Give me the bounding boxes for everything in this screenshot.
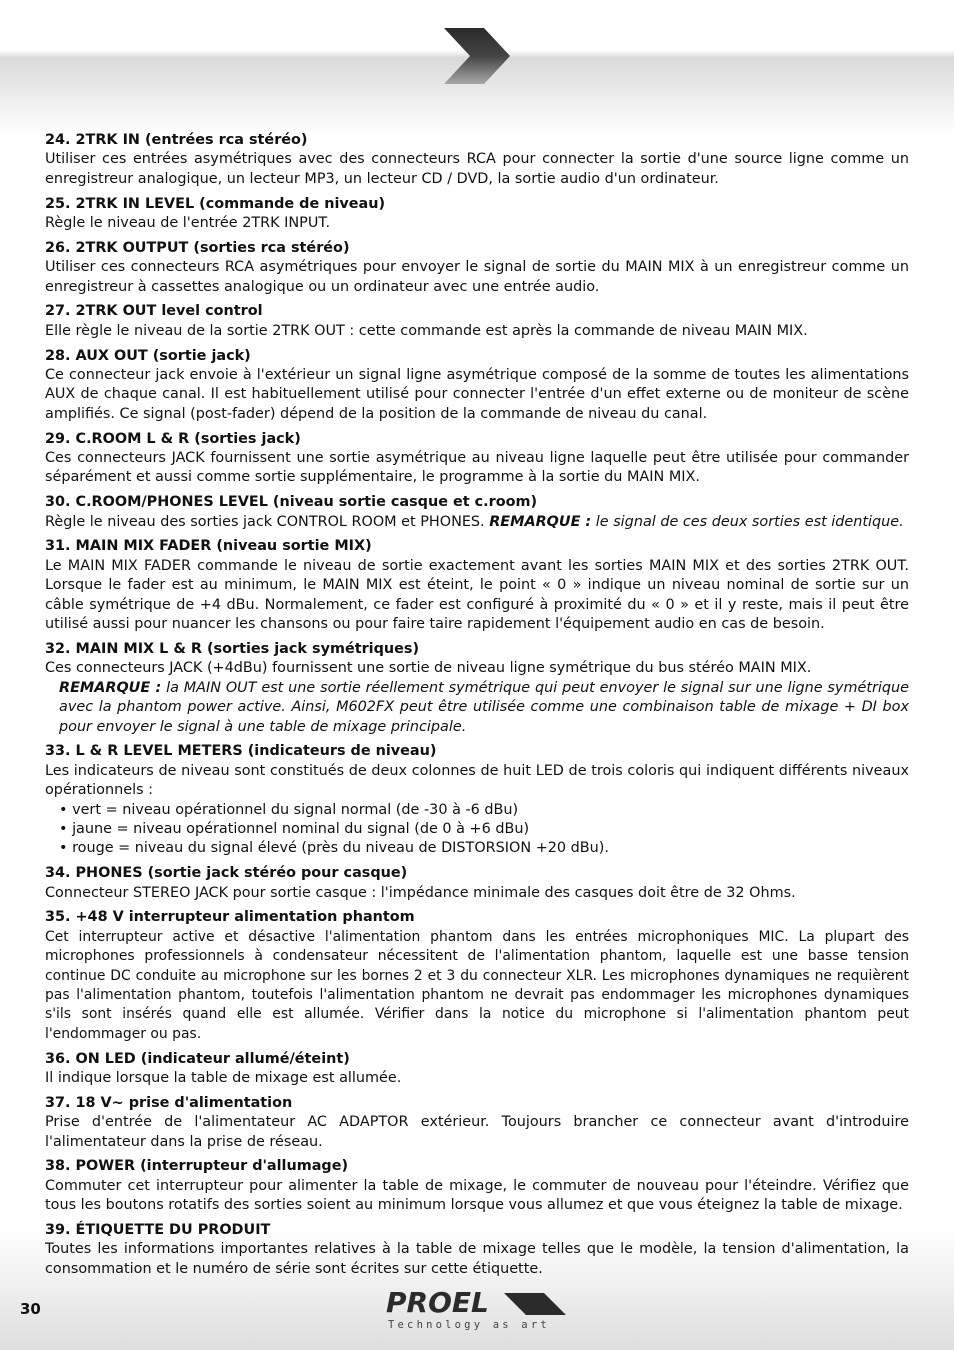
section-heading: 33. L & R LEVEL METERS (indicateurs de niveau)	[45, 743, 437, 760]
section-text: Prise d'entrée de l'alimentateur AC ADAPTOR extérieur. Toujours brancher ce connecteur avant d'introduire l'alimentateur dans la prise de réseau.	[45, 1114, 909, 1150]
brand-wordmark: PROEL	[386, 1286, 489, 1319]
section-27	[45, 302, 909, 341]
list-item: • vert = niveau opérationnel du signal normal (de -30 à -6 dBu)	[59, 801, 519, 818]
section-heading: 39. ÉTIQUETTE DU PRODUIT	[45, 1221, 271, 1238]
section-33	[45, 742, 909, 858]
section-heading: 26. 2TRK OUTPUT (sorties rca stéréo)	[45, 239, 350, 256]
section-36	[45, 1050, 909, 1089]
brand-logo	[386, 1286, 576, 1334]
section-text: Toutes les informations importantes relatives à la table de mixage telles que le modèle, la tension d'alimentation, la consommation et le numéro de série sont écrites sur cette étiquette.	[45, 1241, 909, 1277]
section-29	[45, 430, 909, 488]
section-text: Utiliser ces connecteurs RCA asymétriques pour envoyer le signal de sortie du MAIN MIX à un enregistreur comme un enregistreur à cassettes analogique ou un ordinateur avec une entrée audio.	[45, 259, 909, 295]
section-heading: 31. MAIN MIX FADER (niveau sortie MIX)	[45, 538, 372, 555]
section-heading: 38. POWER (interrupteur d'allumage)	[45, 1158, 349, 1175]
list-item: • rouge = niveau du signal élevé (près du niveau de DISTORSION +20 dBu).	[59, 840, 609, 857]
section-heading: 32. MAIN MIX L & R (sorties jack symétriques)	[45, 640, 420, 657]
chevron-right-icon	[444, 28, 510, 84]
section-text: Le MAIN MIX FADER commande le niveau de sortie exactement avant les sorties MAIN MIX et des sorties 2TRK OUT. Lorsque le fader est au minimum, le MAIN MIX est éteint, le point « 0 » indique un niveau nominal de sortie sur un câble symétrique de +4 dBu. Normalement, ce fader est configuré à proximité du « 0 » et il y reste, mais il peut être utilisé aussi pour nuancer les chansons ou pour faire taire rapidement l'équipement audio en cas de besoin.	[45, 557, 909, 633]
section-text: Commuter cet interrupteur pour alimenter la table de mixage, le commuter de nouveau pour l'éteindre. Vérifiez que tous les boutons rotatifs des sorties soient au minimum lorsque vous allumez et que vous éteignez la table de mixage.	[45, 1177, 909, 1214]
section-30	[45, 493, 909, 532]
section-heading: 24. 2TRK IN (entrées rca stéréo)	[45, 132, 308, 148]
note	[45, 679, 909, 737]
section-37	[45, 1094, 909, 1152]
section-38	[45, 1157, 909, 1215]
section-32	[45, 640, 909, 737]
section-heading: 35. +48 V interrupteur alimentation phantom	[45, 909, 415, 926]
section-text: Les indicateurs de niveau sont constitués de deux colonnes de huit LED de trois coloris qui indiquent différents niveaux opérationnels :	[45, 762, 909, 799]
section-text: Règle le niveau de l'entrée 2TRK INPUT.	[45, 215, 331, 232]
section-heading: 25. 2TRK IN LEVEL (commande de niveau)	[45, 195, 386, 212]
document-body	[45, 131, 909, 1285]
section-text: Cet interrupteur active et désactive l'alimentation phantom dans les entrées microphoniques MIC. La plupart des microphones professionnels à condensateur nécessitent de l'alimentation phantom, laquelle est une basse tension continue DC conduite au microphone sur les bornes 2 et 3 du connecteur XLR. Les microphones dynamiques ne requièrent pas l'alimentation phantom, toutefois l'alimentation phantom ne devrait pas endommager les microphones dynamiques s'ils sont insérés quand elle est allumée. Vérifier dans la notice du microphone si l'alimentation phantom peut l'endommager ou pas.	[45, 928, 909, 1042]
list-item: • jaune = niveau opérationnel nominal du signal (de 0 à +6 dBu)	[59, 820, 530, 837]
section-text: Ces connecteurs JACK fournissent une sortie asymétrique au niveau ligne laquelle peut être utilisée pour commander séparément et aussi comme sortie supplémentaire, le programme à la sortie du MAIN MIX.	[45, 450, 909, 486]
note-text: la MAIN OUT est une sortie réellement symétrique qui peut envoyer le signal sur une ligne symétrique avec la phantom power active. Ainsi, M602FX peut être utilisée comme une combinaison table de mixage + DI box pour envoyer le signal à une table de mixage principale.	[59, 679, 909, 735]
section-text: Il indique lorsque la table de mixage est allumée.	[45, 1069, 402, 1086]
section-body-text: Règle le niveau des sorties jack CONTROL ROOM et PHONES.	[45, 513, 490, 530]
section-26	[45, 239, 909, 297]
section-31	[45, 537, 909, 634]
section-text: Utiliser ces entrées asymétriques avec des connecteurs RCA pour connecter la sortie d'une source ligne comme un enregistreur analogique, un lecteur MP3, un lecteur CD / DVD, la sortie audio d'un ordinateur.	[45, 151, 909, 187]
section-text: Elle règle le niveau de la sortie 2TRK OUT : cette commande est après la commande de niveau MAIN MIX.	[45, 322, 808, 339]
section-text: Connecteur STEREO JACK pour sortie casque : l'impédance minimale des casques doit être de 32 Ohms.	[45, 884, 796, 901]
section-heading: 37. 18 V~ prise d'alimentation	[45, 1094, 293, 1111]
section-25	[45, 195, 909, 234]
section-heading: 36. ON LED (indicateur allumé/éteint)	[45, 1050, 350, 1067]
section-heading: 29. C.ROOM L & R (sorties jack)	[45, 430, 301, 447]
section-heading: 27. 2TRK OUT level control	[45, 303, 263, 320]
section-heading: 34. PHONES (sortie jack stéréo pour casque)	[45, 865, 408, 882]
page-number: 30	[20, 1300, 41, 1318]
section-heading: 30. C.ROOM/PHONES LEVEL (niveau sortie casque et c.room)	[45, 494, 538, 511]
note-text: le signal de ces deux sorties est identique.	[591, 513, 904, 530]
section-text: Ce connecteur jack envoie à l'extérieur un signal ligne asymétrique composé de la somme de toutes les alimentations AUX de chaque canal. Il est habituellement utilisé pour connecter l'entrée d'un effet externe ou de moniteur de scène amplifiés. Ce signal (post-fader) dépend de la position de la commande de niveau du canal.	[45, 367, 909, 422]
section-35	[45, 908, 909, 1044]
section-text: Ces connecteurs JACK (+4dBu) fournissent une sortie de niveau ligne symétrique du bus stéréo MAIN MIX.	[45, 660, 812, 677]
note-label: REMARQUE :	[59, 679, 162, 696]
section-28	[45, 347, 909, 425]
section-heading: 28. AUX OUT (sortie jack)	[45, 347, 251, 364]
brand-arrow-icon	[504, 1293, 566, 1315]
section-39	[45, 1221, 909, 1279]
section-text	[45, 513, 909, 532]
section-24	[45, 131, 909, 189]
note-label: REMARQUE :	[489, 513, 592, 530]
brand-tagline: Technology as art	[388, 1319, 550, 1331]
section-34	[45, 864, 909, 903]
